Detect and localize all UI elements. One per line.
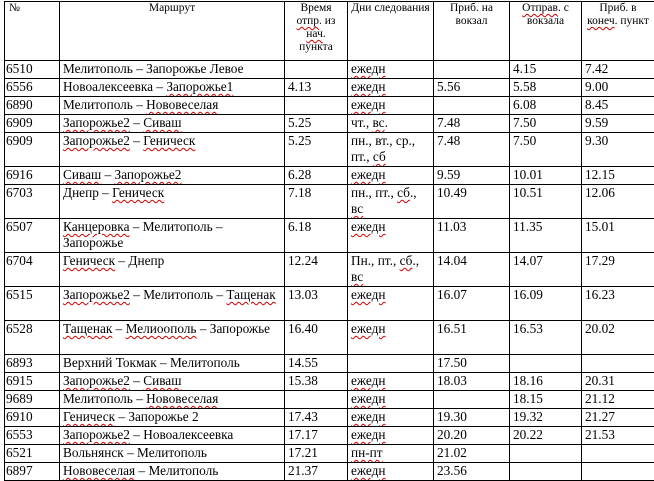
cell-train-number: 6703 [5, 185, 60, 219]
train-schedule-table [4, 1, 654, 481]
cell-departure-station: 10.01 [510, 167, 582, 185]
cell-days: Пн., пт., сб., вс [348, 253, 434, 287]
cell-departure-start: 5.25 [285, 115, 348, 133]
header-arrival-station: Приб. на вокзал [434, 2, 510, 61]
cell-arrival-end: 21.27 [582, 409, 654, 427]
cell-days [348, 355, 434, 373]
cell-departure-start: 7.18 [285, 185, 348, 219]
cell-departure-station: 19.32 [510, 409, 582, 427]
cell-departure-station: 7.50 [510, 133, 582, 167]
cell-arrival-end: 20.02 [582, 321, 654, 355]
header-departure-start: Время отпр. из нач. пункта [285, 2, 348, 61]
cell-arrival-station: 23.56 [434, 463, 510, 481]
cell-departure-start: 16.40 [285, 321, 348, 355]
table-row [5, 445, 654, 463]
cell-arrival-station [434, 61, 510, 79]
cell-arrival-station: 7.48 [434, 133, 510, 167]
cell-route: Запорожье2 – Сиваш [60, 373, 285, 391]
table-row [5, 373, 654, 391]
table-row [5, 79, 654, 97]
cell-train-number: 6556 [5, 79, 60, 97]
cell-arrival-end: 12.06 [582, 185, 654, 219]
cell-departure-station: 11.35 [510, 219, 582, 253]
header-days: Дни следования [348, 2, 434, 61]
table-row [5, 185, 654, 219]
table-row [5, 115, 654, 133]
cell-departure-start: 4.13 [285, 79, 348, 97]
cell-days: ежедн [348, 463, 434, 481]
cell-route: Геническ – Запорожье 2 [60, 409, 285, 427]
cell-route: Запорожье2 – Мелитополь – Тащенак [60, 287, 285, 321]
cell-arrival-end: 20.31 [582, 373, 654, 391]
cell-departure-start: 17.21 [285, 445, 348, 463]
cell-days: ежедн [348, 321, 434, 355]
cell-train-number: 6915 [5, 373, 60, 391]
cell-train-number: 6553 [5, 427, 60, 445]
cell-departure-station: 16.53 [510, 321, 582, 355]
cell-train-number: 6704 [5, 253, 60, 287]
cell-arrival-end: 17.29 [582, 253, 654, 287]
cell-train-number: 6897 [5, 463, 60, 481]
cell-route: Днепр – Геническ [60, 185, 285, 219]
cell-route: Вольнянск – Мелитополь [60, 445, 285, 463]
header-departure-station: Отправ. с вокзала [510, 2, 582, 61]
cell-departure-start: 6.28 [285, 167, 348, 185]
cell-days: ежедн [348, 373, 434, 391]
cell-departure-station [510, 355, 582, 373]
table-row [5, 355, 654, 373]
header-route: Маршрут [60, 2, 285, 61]
cell-arrival-end: 8.45 [582, 97, 654, 115]
cell-departure-start: 13.03 [285, 287, 348, 321]
cell-train-number: 6515 [5, 287, 60, 321]
cell-departure-station: 6.08 [510, 97, 582, 115]
cell-arrival-end: 16.23 [582, 287, 654, 321]
cell-train-number: 6507 [5, 219, 60, 253]
cell-days: ежедн [348, 391, 434, 409]
cell-departure-start: 12.24 [285, 253, 348, 287]
table-row [5, 219, 654, 253]
cell-departure-station: 4.15 [510, 61, 582, 79]
cell-arrival-station: 14.04 [434, 253, 510, 287]
cell-arrival-station: 20.20 [434, 427, 510, 445]
table-row [5, 391, 654, 409]
table-row [5, 427, 654, 445]
cell-train-number: 6890 [5, 97, 60, 115]
cell-arrival-end: 9.00 [582, 79, 654, 97]
cell-arrival-station [434, 97, 510, 115]
cell-arrival-station: 18.03 [434, 373, 510, 391]
cell-route: Канцеровка – Мелитополь – Запорожье [60, 219, 285, 253]
cell-days: ежедн [348, 79, 434, 97]
cell-departure-start: 15.38 [285, 373, 348, 391]
cell-train-number: 6910 [5, 409, 60, 427]
cell-route: Верхний Токмак – Мелитополь [60, 355, 285, 373]
header-row [5, 2, 654, 61]
cell-days: пн., пт., сб., вс [348, 185, 434, 219]
cell-days: ежедн [348, 409, 434, 427]
cell-departure-station [510, 445, 582, 463]
table-row [5, 321, 654, 355]
cell-train-number: 6893 [5, 355, 60, 373]
cell-days: пн., вт., ср., пт., сб [348, 133, 434, 167]
cell-route: Мелитополь – Нововеселая [60, 391, 285, 409]
cell-departure-station: 18.15 [510, 391, 582, 409]
cell-days: чт., вс. [348, 115, 434, 133]
cell-arrival-station: 11.03 [434, 219, 510, 253]
cell-route: Тащенак – Мелиоополь – Запорожье [60, 321, 285, 355]
cell-departure-start: 14.55 [285, 355, 348, 373]
table-row [5, 253, 654, 287]
cell-departure-start: 17.43 [285, 409, 348, 427]
cell-arrival-end: 9.59 [582, 115, 654, 133]
header-num: № [5, 2, 60, 61]
cell-arrival-station: 17.50 [434, 355, 510, 373]
cell-train-number: 6909 [5, 115, 60, 133]
cell-arrival-station: 10.49 [434, 185, 510, 219]
cell-departure-station: 18.16 [510, 373, 582, 391]
cell-departure-start [285, 391, 348, 409]
cell-arrival-station: 9.59 [434, 167, 510, 185]
cell-arrival-station: 16.51 [434, 321, 510, 355]
cell-arrival-end: 7.42 [582, 61, 654, 79]
cell-route: Мелитополь – Запорожье Левое [60, 61, 285, 79]
cell-departure-station: 20.22 [510, 427, 582, 445]
cell-train-number: 6909 [5, 133, 60, 167]
table-row [5, 287, 654, 321]
header-arrival-end: Приб. в конеч. пункт [582, 2, 654, 61]
cell-days: ежедн [348, 287, 434, 321]
cell-route: Сиваш – Запорожье2 [60, 167, 285, 185]
cell-departure-start: 5.25 [285, 133, 348, 167]
cell-arrival-end: 15.01 [582, 219, 654, 253]
cell-arrival-station: 7.48 [434, 115, 510, 133]
cell-train-number: 6528 [5, 321, 60, 355]
cell-route: Запорожье2 – Новоалексеевка [60, 427, 285, 445]
table-row [5, 61, 654, 79]
cell-departure-start [285, 61, 348, 79]
cell-route: Геническ – Днепр [60, 253, 285, 287]
cell-departure-station: 5.58 [510, 79, 582, 97]
cell-arrival-station: 5.56 [434, 79, 510, 97]
cell-days: ежедн [348, 61, 434, 79]
cell-arrival-end: 9.30 [582, 133, 654, 167]
cell-departure-station: 10.51 [510, 185, 582, 219]
cell-train-number: 6510 [5, 61, 60, 79]
cell-arrival-end: 21.12 [582, 391, 654, 409]
cell-route: Нововеселая – Мелитополь [60, 463, 285, 481]
cell-days: ежедн [348, 427, 434, 445]
cell-departure-station: 14.07 [510, 253, 582, 287]
table-row [5, 133, 654, 167]
cell-route: Мелитополь – Нововеселая [60, 97, 285, 115]
table-row [5, 97, 654, 115]
cell-arrival-end: 12.15 [582, 167, 654, 185]
cell-route: Запорожье2 – Геническ [60, 133, 285, 167]
cell-route: Новоалексеевка – Запорожье1 [60, 79, 285, 97]
cell-arrival-end [582, 355, 654, 373]
cell-train-number: 9689 [5, 391, 60, 409]
cell-arrival-end [582, 445, 654, 463]
cell-arrival-station: 21.02 [434, 445, 510, 463]
cell-route: Запорожье2 – Сиваш [60, 115, 285, 133]
cell-departure-start [285, 97, 348, 115]
cell-departure-station: 16.09 [510, 287, 582, 321]
table-row [5, 167, 654, 185]
cell-departure-start: 21.37 [285, 463, 348, 481]
cell-train-number: 6916 [5, 167, 60, 185]
cell-arrival-station: 16.07 [434, 287, 510, 321]
table-row [5, 409, 654, 427]
cell-days: ежедн [348, 97, 434, 115]
cell-days: пн-пт [348, 445, 434, 463]
cell-train-number: 6521 [5, 445, 60, 463]
cell-arrival-station: 19.30 [434, 409, 510, 427]
cell-departure-start: 6.18 [285, 219, 348, 253]
cell-departure-start: 17.17 [285, 427, 348, 445]
cell-arrival-station [434, 391, 510, 409]
cell-departure-station: 7.50 [510, 115, 582, 133]
cell-arrival-end: 21.53 [582, 427, 654, 445]
cell-days: ежедн [348, 219, 434, 253]
cell-days: ежедн [348, 167, 434, 185]
